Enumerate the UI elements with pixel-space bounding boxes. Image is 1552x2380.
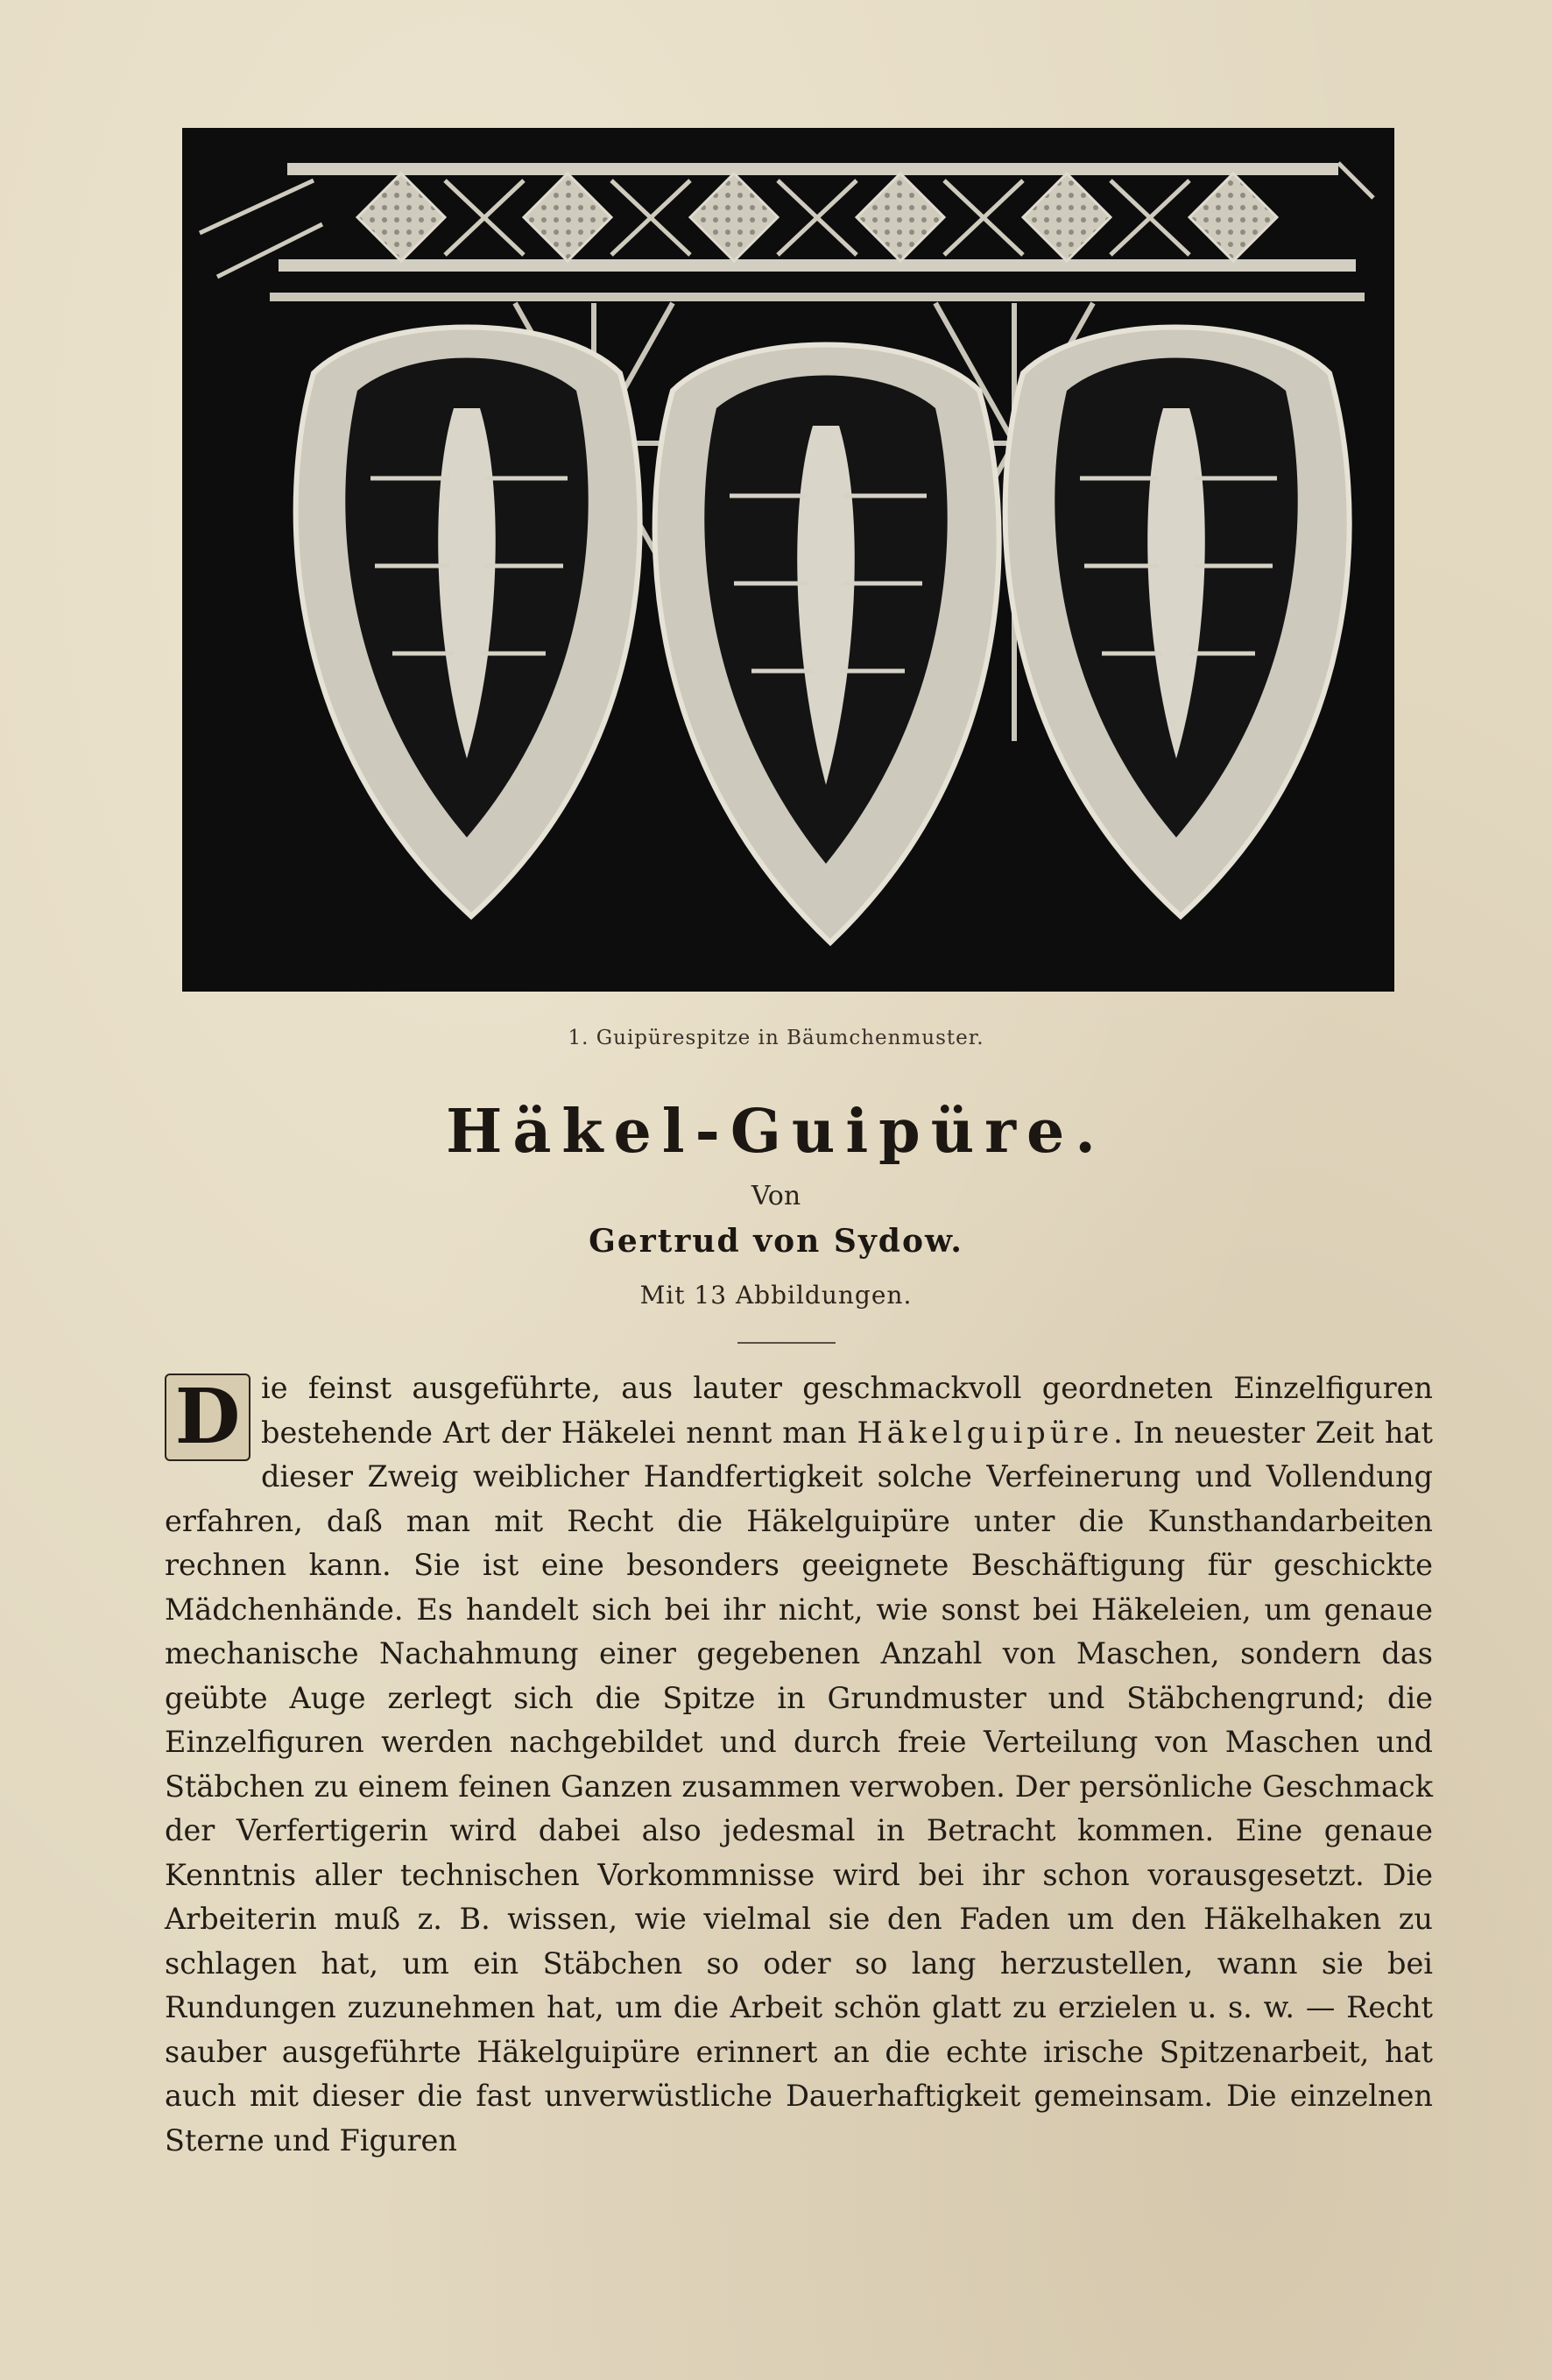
illustrations-note: Mit 13 Abbildungen. — [639, 1281, 913, 1310]
crochet-lace-illustration — [182, 128, 1394, 992]
author-name: Gertrud von Sydow. — [589, 1223, 963, 1260]
body-text-start: ie feinst ausgeführte, aus lauter geschmackvoll geordneten Einzelfiguren bestehende Art der Häkelei nennt man — [261, 1371, 1433, 1450]
body-text-rest: . In neuester Zeit hat dieser Zweig weiblicher Handfertigkeit solche Verfeinerung und Vollendung erfahren, daß man mit Recht die Häkelguipüre unter die Kunsthandarbeiten rechnen kann. Sie ist eine besonders geeignete Beschäftigung für geschickte Mädchenhände. Es handelt sich bei ihr nicht, wie sonst bei Häkeleien, um genaue mechanische Nachahmung einer gegebenen Anzahl von Maschen, sondern das geübte Auge zerlegt sich die Spitze in Grundmuster und Stäbchengrund; die Einzelfiguren werden nachgebildet und durch freie Verteilung von Maschen und Stäbchen zu einem feinen Ganzen zusammen verwoben. Der persönliche Geschmack der Verfertigerin wird dabei also jedesmal in Betracht kommen. Eine genaue Kenntnis aller technischen Vorkommnisse wird bei ihr schon vorausgesetzt. Die Arbeiterin muß z. B. wissen, wie vielmal sie den Faden um den Häkelhaken zu schlagen hat, um ein Stäbchen so oder so lang herzustellen, wann sie bei Rundungen zuzunehmen hat, um die Arbeit schön glatt zu erzielen u. s. w. — Recht sauber ausgeführte Häkelguipüre erinnert an die echte irische Spitzenarbeit, hat auch mit dieser die fast unverwüstliche Dauerhaftigkeit gemeinsam. Die einzelnen Sterne und Figuren — [165, 1415, 1434, 2158]
article-title: Häkel-Guipüre. — [446, 1097, 1106, 1167]
lace-leaf-left — [296, 328, 640, 917]
figure-caption: 1. Guipürespitze in Bäumchenmuster. — [568, 1027, 984, 1049]
title-divider — [737, 1342, 836, 1344]
lace-photograph — [182, 128, 1394, 992]
byline-label: Von — [751, 1181, 801, 1211]
body-term: Häkelguipüre — [857, 1415, 1114, 1450]
lace-top-band — [270, 163, 1365, 301]
lace-leaf-right — [1005, 328, 1350, 917]
article-body — [165, 1367, 1433, 2163]
lace-leaf-center — [655, 345, 999, 943]
drop-cap: D — [165, 1374, 250, 1461]
